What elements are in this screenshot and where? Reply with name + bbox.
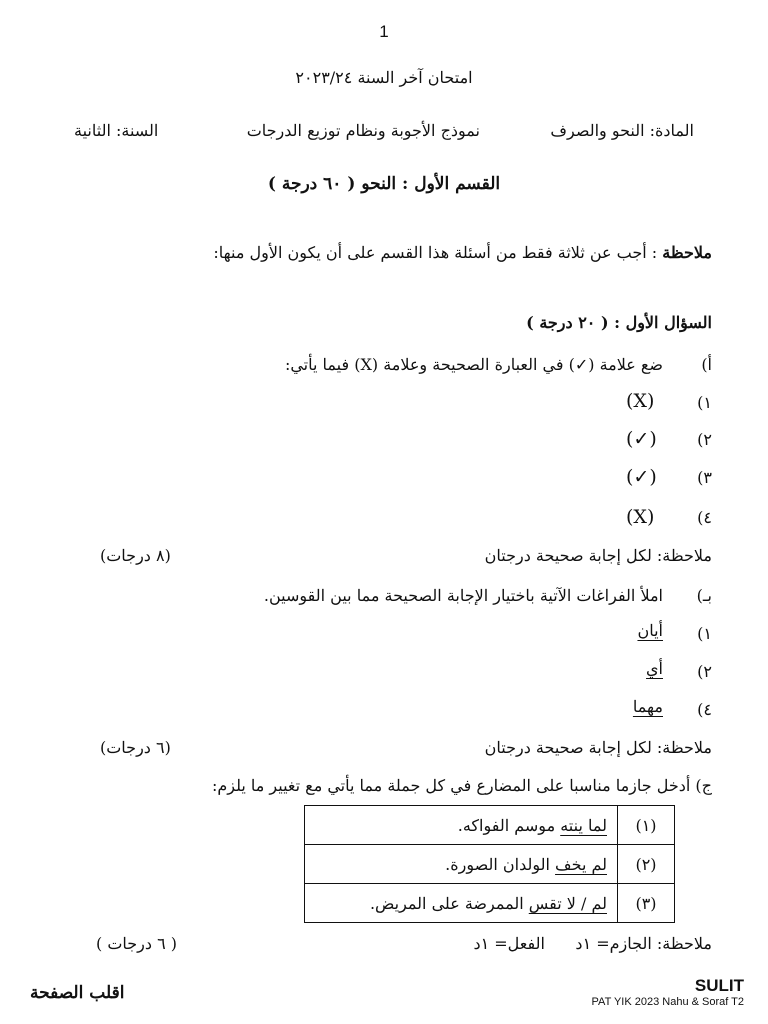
document-code: PAT YIK 2023 Nahu & Soraf T2 — [591, 996, 744, 1008]
row-2-key: لم يخف — [555, 854, 607, 874]
part-b-instruction: املأ الفراغات الآتية باختيار الإجابة الصحيحة مما بين القوسين. — [263, 586, 663, 605]
part-b-item-2-num: ٢) — [697, 662, 712, 681]
part-b-item-4-num: ٤) — [697, 700, 712, 719]
table-row — [305, 806, 675, 845]
part-a-item-1-num: ١) — [697, 393, 712, 412]
part-a-note: ملاحظة: لكل إجابة صحيحة درجتان — [484, 546, 712, 565]
row-2-num: (٢) — [618, 845, 675, 884]
part-a-label: أ) — [701, 355, 712, 374]
row-3-num: (٣) — [618, 884, 675, 923]
row-3-rest: الممرضة على المريض. — [369, 893, 529, 913]
note-text: : أجب عن ثلاثة فقط من أسئلة هذا القسم على أن يكون الأول منها: — [213, 243, 663, 262]
row-2-answer — [305, 845, 618, 884]
part-a-marks: (٨ درجات) — [100, 546, 171, 565]
row-2-rest: الولدان الصورة. — [445, 854, 556, 874]
section-note — [213, 243, 712, 262]
part-c-marks: ( ٦ درجات ) — [96, 934, 178, 953]
part-b-note: ملاحظة: لكل إجابة صحيحة درجتان — [484, 738, 712, 757]
table-row — [305, 845, 675, 884]
part-b-item-2-answer: أي — [646, 659, 663, 678]
part-a-item-4-answer: (X) — [626, 506, 655, 528]
part-c-instruction: ج) أدخل جازما مناسبا على المضارع في كل جملة مما يأتي مع تغيير ما يلزم: — [211, 776, 712, 795]
year-label: السنة: الثانية — [74, 121, 159, 140]
row-3-answer — [305, 884, 618, 923]
part-b-item-1-answer: أيان — [637, 621, 663, 640]
part-c-answer-table — [304, 805, 675, 923]
question-1-title: السؤال الأول : ( ٢٠ درجة ) — [526, 313, 712, 332]
part-c-note: ملاحظة: الجازم= ١د الفعل= ١د — [473, 934, 712, 953]
row-3-key: لم / لا تقس — [528, 893, 607, 913]
document-label: نموذج الأجوبة ونظام توزيع الدرجات — [246, 121, 480, 140]
part-b-item-1-num: ١) — [697, 624, 712, 643]
part-a-item-3-answer: (✓) — [626, 466, 657, 488]
page-number: 1 — [379, 22, 389, 41]
row-1-rest: موسم الفواكه. — [457, 815, 561, 835]
row-1-answer — [305, 806, 618, 845]
part-a-item-2-answer: (✓) — [626, 428, 657, 450]
part-a-item-1-answer: (X) — [626, 390, 655, 412]
part-b-marks: (٦ درجات) — [100, 738, 171, 757]
part-a-item-3-num: ٣) — [697, 468, 712, 487]
turn-page-label: اقلب الصفحة — [30, 983, 125, 1003]
subject-label: المادة: النحو والصرف — [550, 121, 694, 140]
part-b-item-4-answer: مهما — [632, 697, 663, 716]
part-a-instruction: ضع علامة (✓) في العبارة الصحيحة وعلامة (X) فيما يأتي: — [284, 355, 663, 374]
part-a-item-4-num: ٤) — [697, 508, 712, 527]
exam-title: امتحان آخر السنة ٢٠٢٣/٢٤ — [295, 68, 473, 87]
part-a-item-2-num: ٢) — [697, 430, 712, 449]
note-label: ملاحظة — [662, 243, 712, 262]
row-1-key: لما ينته — [560, 815, 607, 835]
sulit-label: SULIT — [694, 976, 744, 995]
row-1-num: (١) — [618, 806, 675, 845]
section-title: القسم الأول : النحو ( ٦٠ درجة ) — [267, 174, 501, 194]
part-b-label: بـ) — [696, 586, 712, 605]
table-row — [305, 884, 675, 923]
